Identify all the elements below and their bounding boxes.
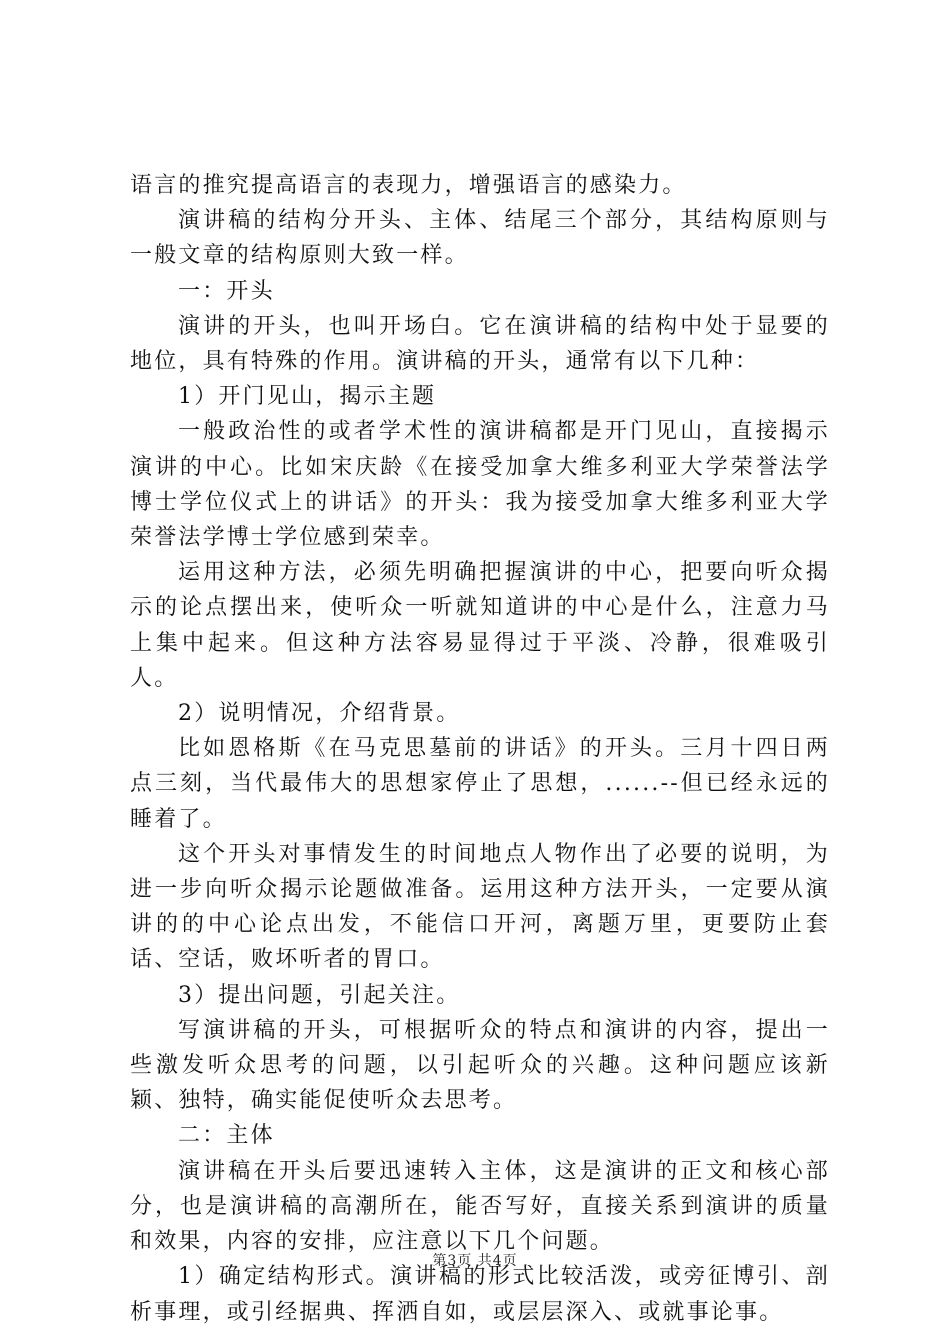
page-number-footer: 第3页 共4页 (432, 1253, 518, 1269)
paragraph-6: 一般政治性的或者学术性的演讲稿都是开门见山，直接揭示演讲的中心。比如宋庆龄《在接受加拿大维多利亚大学荣誉法学博士学位仪式上的讲话》的开头：我为接受加拿大维多利亚大学荣誉法学博士学位感到荣幸。 (130, 419, 830, 551)
document-body (130, 168, 830, 1330)
subheading-2: 2）说明情况，介绍背景。 (178, 701, 461, 727)
subheading-3: 3）提出问题，引起关注。 (178, 982, 461, 1008)
paragraph-15: 1）确定结构形式。演讲稿的形式比较活泼，或旁征博引、剖析事理，或引经据典、挥洒自如，或层层深入、或就事论事。 (130, 1264, 830, 1325)
paragraph-4: 演讲的开头，也叫开场白。它在演讲稿的结构中处于显要的地位，具有特殊的作用。演讲稿的开头，通常有以下几种： (130, 313, 830, 375)
section-heading-body: 二：主体 (178, 1123, 275, 1149)
paragraph-2: 演讲稿的结构分开头、主体、结尾三个部分，其结构原则与一般文章的结构原则大致一样。 (130, 208, 830, 269)
paragraph-1: 语言的推究提高语言的表现力，增强语言的感染力。 (130, 173, 687, 198)
paragraph-7: 运用这种方法，必须先明确把握演讲的中心，把要向听众揭示的论点摆出来，使听众一听就知道讲的中心是什么，注意力马上集中起来。但这种方法容易显得过于平淡、冷静，很难吸引人。 (130, 560, 830, 691)
paragraph-14: 演讲稿在开头后要迅速转入主体，这是演讲的正文和核心部分，也是演讲稿的高潮所在，能否写好，直接关系到演讲的质量和效果，内容的安排，应注意以下几个问题。 (130, 1158, 830, 1255)
section-heading-opening: 一：开头 (178, 278, 275, 304)
paragraph-10: 这个开头对事情发生的时间地点人物作出了必要的说明，为进一步向听众揭示论题做准备。运用这种方法开头，一定要从演讲的的中心论点出发，不能信口开河，离题万里，更要防止套话、空话，败坏听者的胃口。 (130, 841, 830, 973)
paragraph-12: 写演讲稿的开头，可根据听众的特点和演讲的内容，提出一些激发听众思考的问题，以引起听众的兴趣。这种问题应该新颖、独特，确实能促使听众去思考。 (130, 1017, 830, 1114)
paragraph-9: 比如恩格斯《在马克思墓前的讲话》的开头。三月十四日两点三刻，当代最伟大的思想家停止了思想，......--但已经永远的睡着了。 (130, 736, 830, 832)
subheading-1: 1）开门见山，揭示主题 (178, 384, 437, 410)
